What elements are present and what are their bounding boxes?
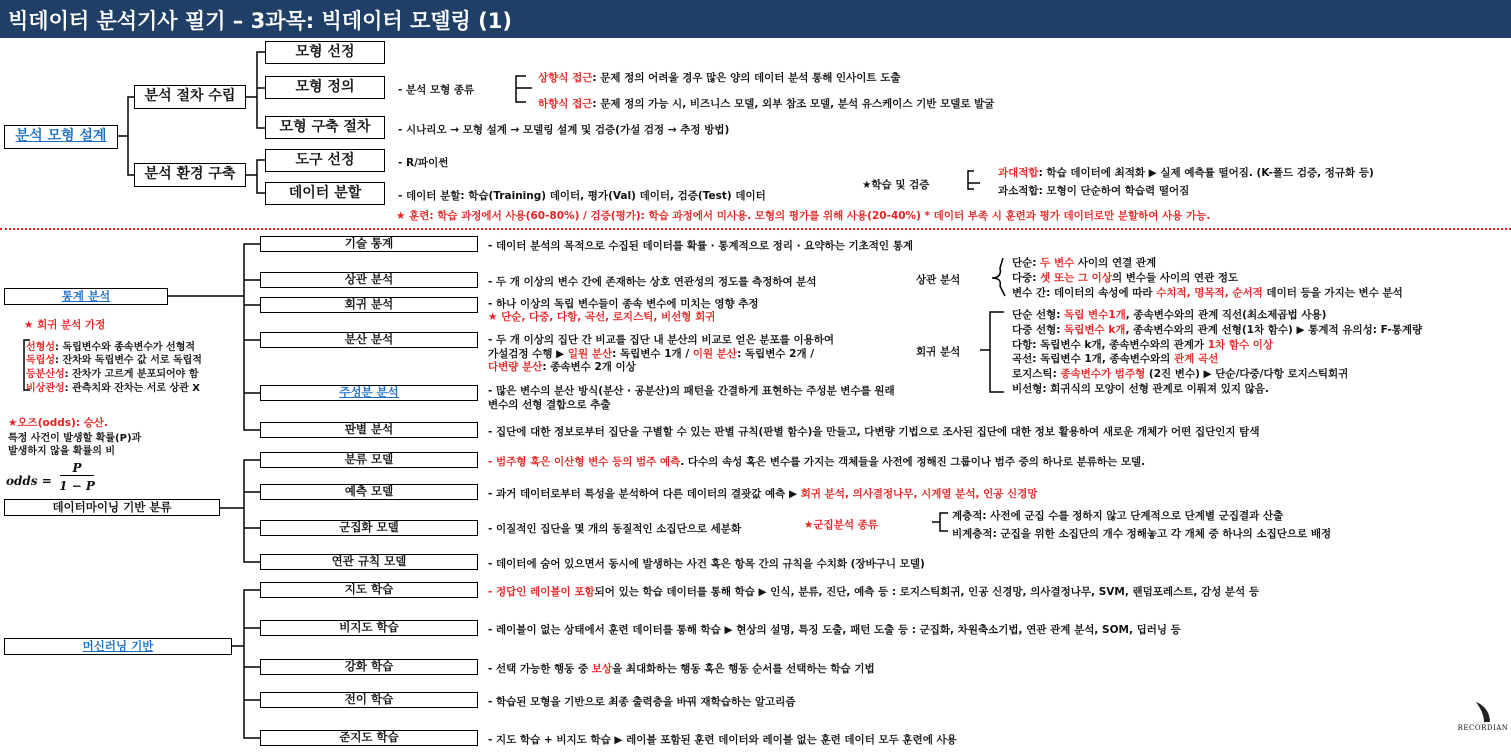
- stats-root-box: [4, 288, 168, 305]
- assume-key: 비상관성: [26, 383, 65, 394]
- assume-key: 선형성: [26, 342, 55, 353]
- ml-red: 보상: [591, 663, 613, 675]
- mining-text: - 과거 데이터로부터 특성을 분석하여 다른 데이터의 결괏값 예측 ▶: [488, 488, 801, 500]
- mining-text: . 다수의 속성 혹은 변수를 가지는 객체들을 사전에 정해진 그룹이나 범주 중의 하나로 분류하는 모델.: [680, 456, 1146, 468]
- bottom-up-label: 하향식 접근: [538, 98, 593, 110]
- mining-desc: - 데이터에 숨어 있으면서 동시에 발생하는 사건 혹은 항목 간의 규칙을 수치화 (장바구니 모델): [488, 558, 925, 570]
- cluster-type-label: ★군집분석 종류: [804, 519, 878, 531]
- reg-text: , 종속변수와의 관계 직선(최소제곱법 사용): [1125, 309, 1327, 321]
- mining-red: - 범주형 혹은 이산형 변수 등의 범주 예측: [488, 456, 681, 468]
- stats-item-box: [260, 385, 478, 401]
- assume-text: : 잔차가 고르게 분포되어야 함: [64, 369, 199, 380]
- anova-text: 가설검정 수행 ▶: [488, 348, 568, 360]
- ml-text: - 선택 가능한 행동 중: [488, 663, 592, 675]
- reg-text: 다항: 독립변수 k개, 종속변수와의 관계가: [1012, 339, 1208, 351]
- cluster-nonhier: 비계층적: 군집을 위한 소집단의 개수 정해놓고 각 개체 중 하나의 소집단으로 배정: [952, 528, 1332, 540]
- reg-red: 1차 함수 이상: [1207, 339, 1274, 351]
- mining-desc: - 이질적인 집단을 몇 개의 동질적인 소집단으로 세분화: [488, 523, 742, 535]
- assume-line: [26, 365, 199, 380]
- anova-twoway: 이원 분산: [692, 348, 738, 360]
- model-build-desc: - 시나리오 → 모형 설계 → 모델링 설계 및 검증(가설 검정 → 추정 방법): [398, 124, 730, 136]
- ml-root-label: 머신러닝 기반: [82, 639, 154, 653]
- corr-line: [1012, 285, 1403, 300]
- design-root-label: 분석 모형 설계: [15, 128, 107, 144]
- anova-oneway: 일원 분산: [567, 348, 613, 360]
- ml-item-box: 지도 학습: [260, 582, 478, 598]
- stats-item-box: 상관 분석: [260, 272, 478, 288]
- stats-desc: - 하나 이상의 독립 변수들이 종속 변수에 미치는 영향 추정: [488, 298, 759, 310]
- model-define-desc: - 분석 모형 종류: [398, 84, 475, 96]
- assume-text: : 잔차와 독립변수 값 서로 독립적: [54, 355, 202, 366]
- overfit-text: : 학습 데이터에 최적화 ▶ 실제 예측률 떨어짐. (K-폴드 검증, 정규화 등): [1038, 167, 1374, 179]
- mining-desc: [488, 486, 1037, 501]
- top-down-text: : 문제 정의 어려울 경우 많은 양의 데이터 분석 통해 인사이트 도출: [592, 72, 901, 84]
- stats-desc: - 두 개 이상의 변수 간에 존재하는 상호 연관성의 정도를 측정하여 분석: [488, 276, 817, 288]
- assume-line: [26, 379, 200, 394]
- corr-red: 셋 또는 그 이상: [1040, 272, 1112, 284]
- corr-text: 사이의 연결 관계: [1074, 257, 1157, 269]
- reg-text: , 종속변수와의 관계 선형(1차 함수) ▶ 통계적 유의성: F-통계량: [1125, 324, 1423, 336]
- odds-title: ★오즈(odds): 승산.: [8, 417, 108, 429]
- bottom-up-line: [538, 96, 994, 111]
- stats-root-label: 통계 분석: [61, 289, 111, 303]
- odds-desc: 발생하지 않을 확률의 비: [8, 446, 116, 457]
- reg-line: [1012, 337, 1273, 352]
- odds-lhs: odds =: [6, 474, 52, 488]
- tool-desc: - R/파이썬: [398, 157, 449, 169]
- recordian-logo: [1455, 700, 1511, 732]
- odds-denominator: 1 − P: [59, 479, 95, 493]
- reg-text: 단순 선형:: [1012, 309, 1065, 321]
- overfit-label: 과대적합: [998, 167, 1039, 179]
- corr-text: 단순:: [1012, 257, 1041, 269]
- reg-text: 로지스틱:: [1012, 368, 1061, 380]
- tool-select-box: 도구 선정: [265, 149, 385, 172]
- proc-box: 분석 절차 수립: [134, 85, 246, 109]
- underfit-text: 과소적합: 모형이 단순하여 학습력 떨어짐: [998, 185, 1190, 197]
- corr-red: 수치적, 명목적, 순서적: [1156, 287, 1263, 299]
- page-title: 빅데이터 분석기사 필기 – 3과목: 빅데이터 모델링 (1): [8, 9, 512, 33]
- corr-text: 데이터 등을 가지는 변수 분석: [1262, 287, 1403, 299]
- stats-item-box: 분산 분석: [260, 332, 478, 348]
- mining-item-box: 연관 규칙 모델: [260, 554, 478, 570]
- assume-key: 등분산성: [26, 369, 65, 380]
- corr-text: 변수 간: 데이터의 속성에 따라: [1012, 287, 1157, 299]
- ml-red: - 정답인 레이블이 포함: [488, 586, 595, 598]
- mining-item-box: 분류 모델: [260, 452, 478, 468]
- split-note: ★ 훈련: 학습 과정에서 사용(60-80%) / 검증(평가): 학습 과정에서 미사용. 모형의 평가를 위해 사용(20-40%) * 데이터 부족 시 훈련과 평가 데이터로만 분할하여 사용 가능.: [396, 210, 1211, 222]
- ml-desc: - 학습된 모형을 기반으로 최종 출력층을 바꿔 재학습하는 알고리즘: [488, 696, 796, 708]
- mining-red: 회귀 분석, 의사결정나무, 시계열 분석, 인공 신경망: [800, 488, 1038, 500]
- mining-root-box: 데이터마이닝 기반 분류: [4, 499, 220, 516]
- anova-text: : 독립변수 2개 /: [737, 348, 815, 360]
- stats-desc: - 두 개 이상의 집단 간 비교를 집단 내 분산의 비교로 얻은 분포를 이용하여: [488, 334, 835, 346]
- reg-text: 곡선: 독립변수 1개, 종속변수와의: [1012, 353, 1174, 365]
- mining-desc: [488, 454, 1145, 469]
- logo-text: RECORDIAN: [1457, 724, 1509, 732]
- ml-text: 을 최대화하는 행동 혹은 행동 순서를 선택하는 학습 기법: [612, 663, 875, 675]
- ml-item-box: 전이 학습: [260, 692, 478, 708]
- reg-text: 다중 선형:: [1012, 324, 1065, 336]
- ml-desc: - 레이블이 없는 상태에서 훈련 데이터를 통해 학습 ▶ 현상의 설명, 특징 도출, 패턴 도출 등 : 군집화, 차원축소기법, 연관 관계 분석, SOM, 딥러닝 등: [488, 624, 1181, 636]
- assume-text: : 독립변수와 종속변수가 선형적: [54, 342, 196, 353]
- ml-item-box: 준지도 학습: [260, 730, 478, 746]
- corr-line: [1012, 255, 1156, 270]
- ml-item-box: 비지도 학습: [260, 620, 478, 636]
- overfit-line: [998, 165, 1374, 180]
- odds-desc: 특정 사건이 발생할 확률(P)과: [8, 433, 142, 444]
- top-down-line: [538, 70, 901, 85]
- reg-line: [1012, 351, 1218, 366]
- stats-desc: ★ 단순, 다중, 다항, 곡선, 로지스틱, 비선형 회귀: [488, 311, 716, 323]
- reg-red: 관계 곡선: [1173, 353, 1219, 365]
- model-build-box: 모형 구축 절차: [265, 116, 385, 139]
- cluster-hier: 계층적: 사전에 군집 수를 정하지 않고 단계적으로 단계별 군집결과 산출: [952, 510, 1284, 522]
- ml-item-box: 강화 학습: [260, 659, 478, 675]
- reg-line: [1012, 322, 1422, 337]
- ml-root-box: [4, 638, 232, 655]
- assume-title: ★ 회귀 분석 가정: [24, 319, 106, 331]
- design-root-box: [4, 125, 118, 149]
- corr-text: 다중:: [1012, 272, 1041, 284]
- corr-label: 상관 분석: [916, 274, 961, 286]
- odds-numerator: P: [60, 461, 94, 476]
- stats-item-box: 판별 분석: [260, 422, 478, 438]
- stats-desc: 변수의 선형 결합으로 추출: [488, 399, 611, 411]
- stats-item-box: 회귀 분석: [260, 297, 478, 313]
- mining-item-box: 예측 모델: [260, 484, 478, 500]
- corr-text: 의 변수들 사이의 연관 정도: [1111, 272, 1239, 284]
- learn-verify-label: ★학습 및 검증: [862, 179, 930, 191]
- model-define-box: 모형 정의: [265, 76, 385, 99]
- env-box: 분석 환경 구축: [134, 163, 246, 187]
- reg-red: 종속변수가 범주형: [1060, 368, 1146, 380]
- anova-text: : 독립변수 1개 /: [612, 348, 693, 360]
- ml-desc: - 지도 학습 + 비지도 학습 ▶ 레이블 포함된 훈련 데이터와 레이블 없는 훈련 데이터 모두 훈련에 사용: [488, 734, 957, 746]
- anova-manova: 다변량 분산: [488, 361, 543, 373]
- corr-line: [1012, 270, 1238, 285]
- bottom-up-text: : 문제 정의 가능 시, 비즈니스 모델, 외부 참조 모델, 분석 유스케이스 기반 모델로 발굴: [592, 98, 995, 110]
- assume-text: : 관측치와 잔차는 서로 상관 X: [64, 383, 201, 394]
- ml-desc: [488, 661, 875, 676]
- stats-desc: - 집단에 대한 정보로부터 집단을 구별할 수 있는 판별 규칙(판별 함수)을 만들고, 다변량 기법으로 조사된 집단에 대한 정보 활용하여 새로운 개체가 어떤 집단인지 탐색: [488, 426, 1260, 438]
- ml-desc: [488, 584, 1259, 599]
- stats-desc: - 많은 변수의 분산 방식(분산 · 공분산)의 패턴을 간결하게 표현하는 주성분 변수를 원래: [488, 385, 895, 397]
- quill-icon: [1472, 700, 1494, 724]
- reg-line: [1012, 366, 1348, 381]
- top-down-label: 상향식 접근: [538, 72, 593, 84]
- section-divider: [0, 228, 1511, 230]
- reg-line: 비선형: 회귀식의 모양이 선형 관계로 이뤄져 있지 않음.: [1012, 383, 1269, 395]
- corr-red: 두 변수: [1040, 257, 1075, 269]
- model-select-box: 모형 선정: [265, 41, 385, 64]
- assume-line: [26, 351, 202, 366]
- data-split-box: 데이터 분할: [265, 182, 385, 205]
- reg-red: 독립 변수1개: [1064, 309, 1126, 321]
- anova-line3: [488, 359, 636, 374]
- pca-label: 주성분 분석: [339, 385, 399, 399]
- assume-key: 독립성: [26, 355, 55, 366]
- reg-red: 독립변수 k개: [1064, 324, 1126, 336]
- split-desc: - 데이터 분할: 학습(Training) 데이터, 평가(Val) 데이터, 검증(Test) 데이터: [398, 190, 766, 202]
- stats-desc: - 데이터 분석의 목적으로 수집된 데이터를 확률 · 통계적으로 정리 · 요약하는 기초적인 통계: [488, 240, 914, 252]
- reg-line: [1012, 307, 1326, 322]
- ml-text: 되어 있는 학습 데이터를 통해 학습 ▶ 인식, 분류, 진단, 예측 등 : 로지스틱회귀, 인공 신경망, 의사결정나무, SVM, 랜덤포레스트, 감성 분석 등: [594, 586, 1260, 598]
- mining-item-box: 군집화 모델: [260, 520, 478, 536]
- anova-text: : 종속변수 2개 이상: [542, 361, 636, 373]
- reg-text: (2진 변수) ▶ 단순/다중/다항 로지스틱회귀: [1145, 368, 1349, 380]
- reg-label: 회귀 분석: [916, 346, 961, 358]
- stats-item-box: 기술 통계: [260, 236, 478, 252]
